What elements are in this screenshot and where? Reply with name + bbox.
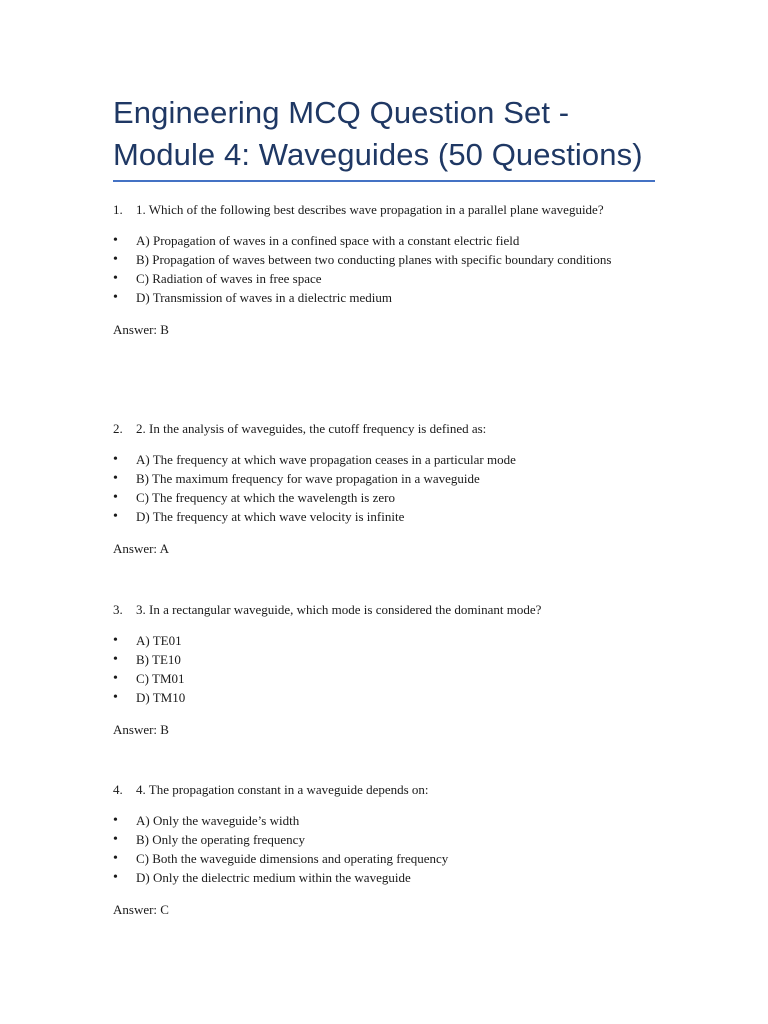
option-item <box>113 868 636 887</box>
question-item <box>113 780 673 919</box>
option-item <box>113 288 636 307</box>
bullet-icon: • <box>113 509 118 524</box>
question-number: 1. <box>113 202 123 217</box>
option-list <box>113 231 673 307</box>
bullet-icon: • <box>113 252 118 267</box>
bullet-icon: • <box>113 870 118 885</box>
option-text: D) TM10 <box>136 690 186 705</box>
bullet-icon: • <box>113 813 118 828</box>
question-number: 2. <box>113 421 123 436</box>
option-item <box>113 269 636 288</box>
option-item <box>113 250 636 269</box>
question-number: 4. <box>113 782 123 797</box>
question-line <box>113 419 673 438</box>
bullet-icon: • <box>113 233 118 248</box>
option-text: A) Only the waveguide’s width <box>136 813 300 828</box>
question-text: 2. In the analysis of waveguides, the cutoff frequency is defined as: <box>136 421 487 436</box>
option-text: C) The frequency at which the wavelength is zero <box>136 490 395 505</box>
option-text: B) TE10 <box>136 652 181 667</box>
bullet-icon: • <box>113 690 118 705</box>
question-item <box>113 200 673 339</box>
question-line <box>113 200 673 219</box>
option-text: B) Only the operating frequency <box>136 832 305 847</box>
bullet-icon: • <box>113 452 118 467</box>
bullet-icon: • <box>113 671 118 686</box>
option-list <box>113 811 673 887</box>
page-title: Engineering MCQ Question Set - Module 4: Waveguides (50 Questions) <box>113 95 643 172</box>
answer-text: Answer: B <box>113 722 169 737</box>
option-text: A) TE01 <box>136 633 182 648</box>
question-line <box>113 600 673 619</box>
question-item <box>113 600 673 739</box>
answer-text: Answer: B <box>113 322 169 337</box>
bullet-icon: • <box>113 851 118 866</box>
option-item <box>113 450 636 469</box>
question-line <box>113 780 673 799</box>
option-item <box>113 688 636 707</box>
option-item <box>113 469 636 488</box>
option-text: D) Only the dielectric medium within the waveguide <box>136 870 411 885</box>
question-text: 4. The propagation constant in a waveguide depends on: <box>136 782 429 797</box>
answer-text: Answer: C <box>113 902 169 917</box>
bullet-icon: • <box>113 271 118 286</box>
option-text: A) The frequency at which wave propagation ceases in a particular mode <box>136 452 516 467</box>
question-item <box>113 419 673 558</box>
option-item <box>113 849 636 868</box>
option-text: B) Propagation of waves between two conducting planes with specific boundary conditions <box>136 252 612 267</box>
option-list <box>113 450 673 526</box>
option-text: B) The maximum frequency for wave propagation in a waveguide <box>136 471 480 486</box>
option-item <box>113 669 636 688</box>
option-text: C) Both the waveguide dimensions and operating frequency <box>136 851 449 866</box>
bullet-icon: • <box>113 832 118 847</box>
bullet-icon: • <box>113 490 118 505</box>
option-text: C) TM01 <box>136 671 185 686</box>
option-item <box>113 650 636 669</box>
option-item <box>113 811 636 830</box>
bullet-icon: • <box>113 290 118 305</box>
bullet-icon: • <box>113 652 118 667</box>
option-item <box>113 631 636 650</box>
option-item <box>113 488 636 507</box>
option-item <box>113 231 636 250</box>
option-item <box>113 507 636 526</box>
question-text: 3. In a rectangular waveguide, which mode is considered the dominant mode? <box>136 602 542 617</box>
option-list <box>113 631 673 707</box>
option-text: C) Radiation of waves in free space <box>136 271 322 286</box>
option-text: D) Transmission of waves in a dielectric medium <box>136 290 392 305</box>
question-number: 3. <box>113 602 123 617</box>
option-text: D) The frequency at which wave velocity is infinite <box>136 509 405 524</box>
option-item <box>113 830 636 849</box>
answer-text: Answer: A <box>113 541 169 556</box>
bullet-icon: • <box>113 471 118 486</box>
bullet-icon: • <box>113 633 118 648</box>
question-text: 1. Which of the following best describes wave propagation in a parallel plane waveguide? <box>136 202 604 217</box>
option-text: A) Propagation of waves in a confined space with a constant electric field <box>136 233 520 248</box>
title-underline <box>113 180 655 182</box>
